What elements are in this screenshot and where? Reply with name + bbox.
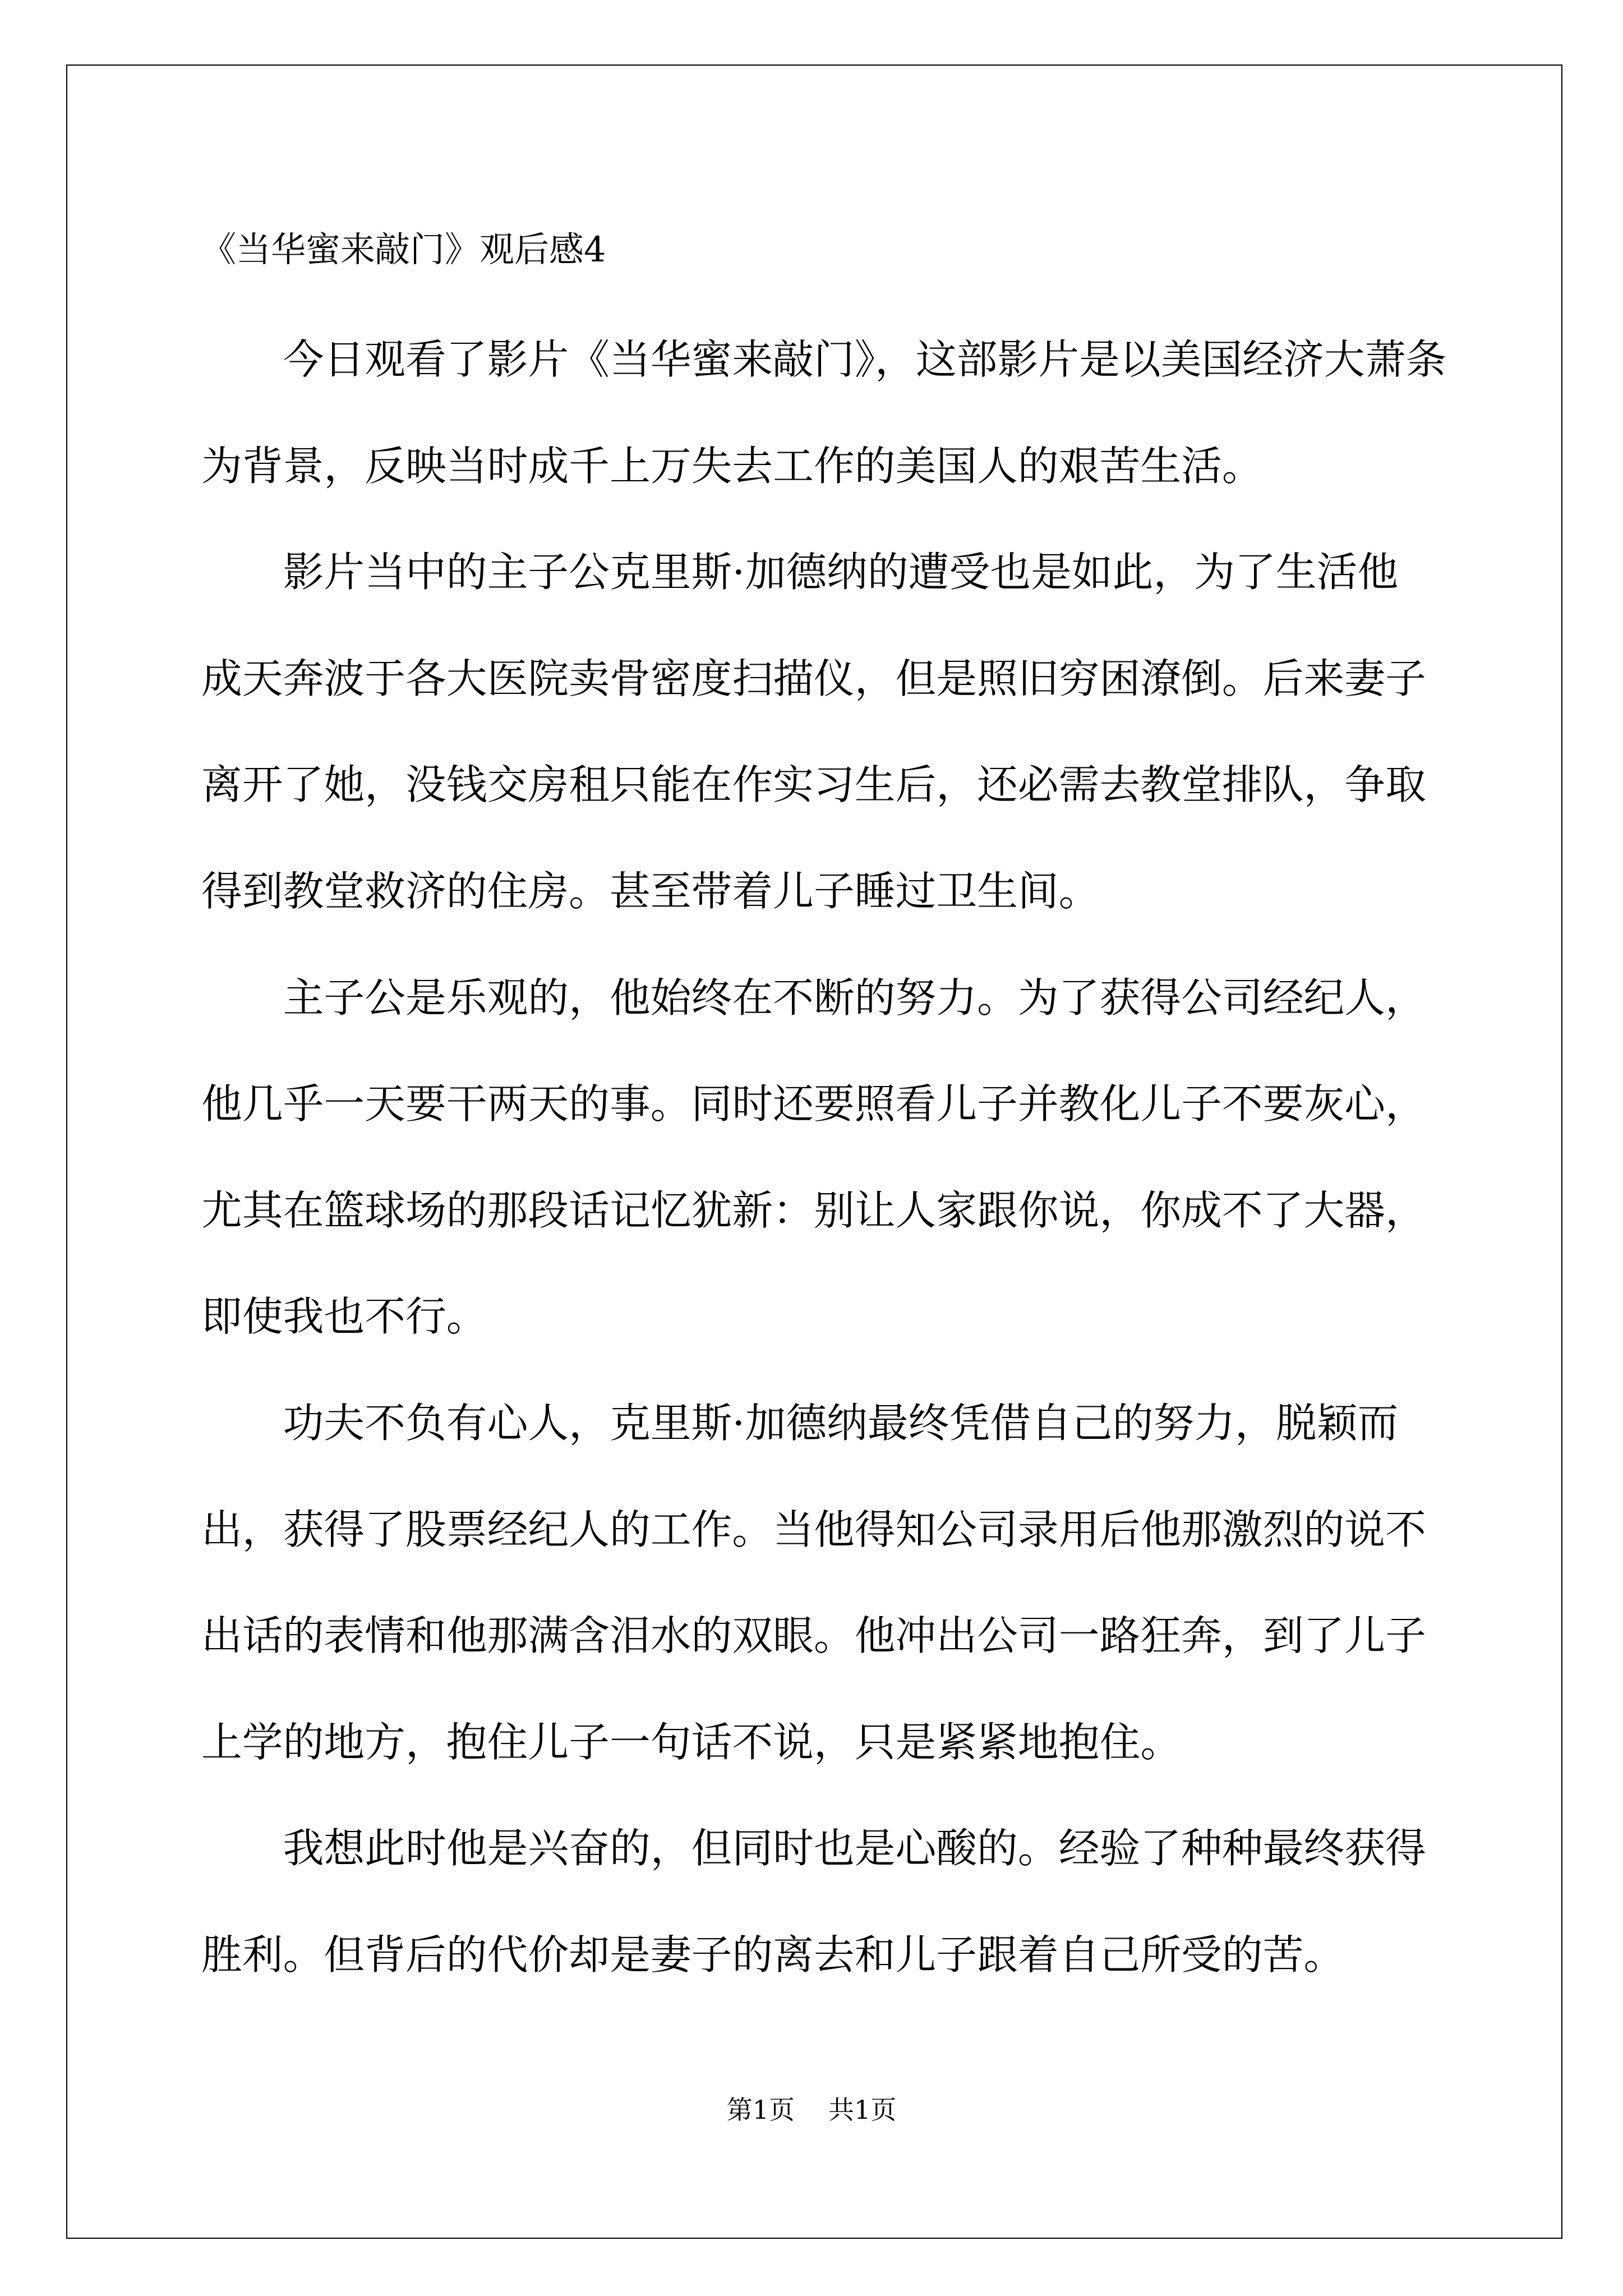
text-line: 胜利。但背后的代价却是妻子的离去和儿子跟着自己所受的苦。 — [201, 1931, 1345, 1979]
paragraph-5 — [201, 1796, 1491, 2008]
document-title: 《当华蜜来敲门》观后感4 — [201, 229, 606, 270]
text-line: 得到教堂救济的住房。甚至带着儿子睡过卫生间。 — [201, 867, 1100, 915]
text-line: 出，获得了股票经纪人的工作。当他得知公司录用后他那激烈的说不 — [201, 1506, 1426, 1554]
text-line: 今日观看了影片《当华蜜来敲门》，这部影片是以美国经济大萧条 — [283, 336, 1447, 384]
text-line: 尤其在篮球场的那段话记忆犹新：别让人家跟你说，你成不了大器， — [201, 1186, 1426, 1235]
paragraph-2 — [201, 519, 1491, 945]
text-line: 功夫不负有心人，克里斯·加德纳最终凭借自己的努力，脱颖而 — [283, 1399, 1399, 1447]
paragraph-3 — [201, 945, 1491, 1370]
text-line: 我想此时他是兴奋的，但同时也是心酸的。经验了种种最终获得 — [283, 1825, 1426, 1873]
text-line: 主子公是乐观的，他始终在不断的努力。为了获得公司经纪人， — [283, 974, 1426, 1022]
document-body — [201, 196, 1491, 2009]
text-line: 他几乎一天要干两天的事。同时还要照看儿子并教化儿子不要灰心， — [201, 1080, 1426, 1129]
paragraph-4 — [201, 1370, 1491, 1796]
text-line: 上学的地方，抱住儿子一句话不说，只是紧紧地抱住。 — [201, 1718, 1182, 1766]
page-number: 第1页 — [726, 2095, 795, 2125]
page-total: 共1页 — [828, 2095, 897, 2125]
page-footer — [0, 2093, 1623, 2127]
paragraph-1 — [201, 307, 1491, 519]
text-line: 成天奔波于各大医院卖骨密度扫描仪，但是照旧穷困潦倒。后来妻子 — [201, 655, 1426, 703]
text-line: 即使我也不行。 — [201, 1293, 487, 1341]
text-line: 为背景，反映当时成千上万失去工作的美国人的艰苦生活。 — [201, 442, 1263, 490]
text-line: 影片当中的主子公克里斯·加德纳的遭受也是如此，为了生活他 — [283, 549, 1399, 597]
text-line: 离开了她，没钱交房租只能在作实习生后，还必需去教堂排队，争取 — [201, 761, 1426, 809]
text-line: 出话的表情和他那满含泪水的双眼。他冲出公司一路狂奔，到了儿子 — [201, 1612, 1426, 1660]
